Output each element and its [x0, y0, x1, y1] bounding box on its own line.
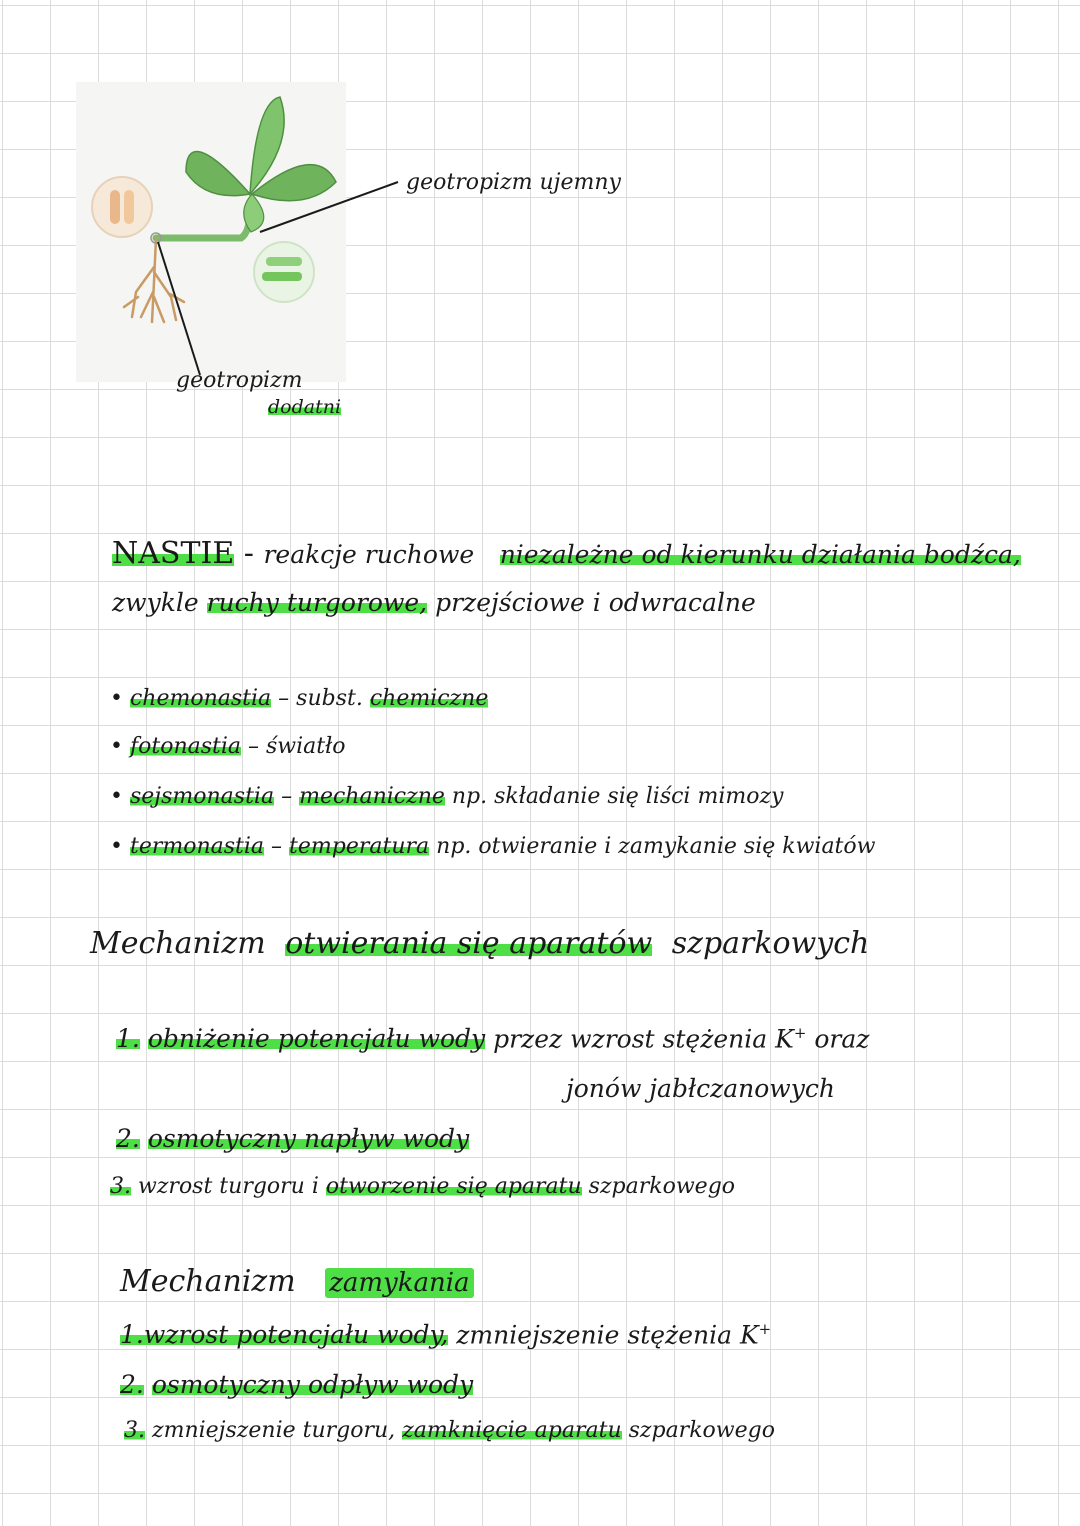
- closing-step3-text: zmniejszenie turgoru,: [152, 1418, 403, 1443]
- closing-step-1: [120, 1320, 771, 1349]
- nastie-line2-part1: zwykle: [112, 588, 199, 617]
- nastie-def-part2: niezależne od kierunku działania bodźca,: [499, 540, 1021, 569]
- sejsmonastia-dash: –: [274, 784, 300, 809]
- opening-step3-tail: szparkowego: [581, 1174, 736, 1199]
- potassium-charge: +: [793, 1024, 807, 1042]
- termonastia-term: termonastia: [129, 834, 265, 859]
- positive-geotropism-label-line2: dodatni: [268, 396, 342, 418]
- opening-step1-text: przez wzrost stężenia K: [485, 1024, 794, 1054]
- sejsmonastia-term: sejsmonastia: [129, 784, 275, 809]
- closing-step2-highlight: osmotyczny odpływ wody: [151, 1370, 474, 1399]
- closing-title-plain: Mechanizm: [120, 1264, 296, 1299]
- potassium-charge: +: [758, 1320, 772, 1338]
- sejsmonastia-stimulus: mechaniczne: [299, 784, 445, 809]
- closing-step3-highlight: zamknięcie aparatu: [402, 1418, 622, 1443]
- annotation-lines: [0, 0, 1080, 420]
- positive-geotropism-label-line1: geotropizm: [176, 368, 303, 393]
- opening-step-1: [116, 1024, 869, 1053]
- nastie-definition-line2: [112, 588, 756, 617]
- nastie-def-part1: reakcje ruchowe: [263, 540, 475, 569]
- opening-title-plain: Mechanizm: [90, 926, 266, 961]
- closing-step3-tail: szparkowego: [621, 1418, 775, 1443]
- termonastia-example: np. otwieranie i zamykanie się kwiatów: [429, 834, 876, 859]
- step-number: 2.: [116, 1124, 140, 1153]
- list-item: • fotonastia – światło: [110, 734, 346, 759]
- opening-step3-highlight: otworzenie się aparatu: [325, 1174, 582, 1199]
- step-number: 3.: [124, 1418, 145, 1443]
- fotonastia-stimulus: – światło: [241, 734, 346, 759]
- opening-step-3: [110, 1174, 735, 1199]
- nastie-dash: -: [234, 536, 264, 571]
- closing-step-3: [124, 1418, 775, 1443]
- step-number: 3.: [110, 1174, 131, 1199]
- nastie-term: NASTIE: [112, 536, 235, 571]
- step-number: 2.: [120, 1370, 144, 1399]
- opening-step3-text: wzrost turgoru i: [138, 1174, 326, 1199]
- list-item: • chemonastia – subst. chemiczne: [110, 686, 489, 711]
- opening-step-2: [116, 1124, 469, 1153]
- closing-title-highlight: zamykania: [325, 1268, 473, 1298]
- termonastia-dash: –: [264, 834, 290, 859]
- negative-geotropism-label: [406, 170, 621, 195]
- sejsmonastia-example: np. składanie się liści mimozy: [444, 784, 784, 809]
- closing-step1-highlight: wzrost potencjału wody,: [143, 1320, 449, 1350]
- opening-step1-highlight: obniżenie potencjału wody: [147, 1024, 486, 1054]
- opening-title-highlight: otwierania się aparatów: [285, 926, 653, 961]
- chemonastia-stimulus: chemiczne: [369, 686, 489, 711]
- chemonastia-term: chemonastia: [129, 686, 272, 711]
- closing-step1-text: zmniejszenie stężenia K: [448, 1320, 759, 1350]
- nastie-line2-part3: przejściowe i odwracalne: [435, 588, 756, 617]
- step-number: 1.: [120, 1320, 144, 1350]
- opening-step1-after: oraz: [806, 1024, 870, 1054]
- termonastia-stimulus: temperatura: [289, 834, 430, 859]
- list-item: • termonastia – temperatura np. otwieranie i zamykanie się kwiatów: [110, 834, 876, 859]
- nastie-line2-part2: ruchy turgorowe,: [206, 588, 428, 617]
- list-item: • sejsmonastia – mechaniczne np. składanie się liści mimozy: [110, 784, 784, 809]
- closing-step-2: [120, 1370, 473, 1399]
- opening-title-tail: szparkowych: [671, 926, 870, 961]
- step-number: 1.: [116, 1024, 140, 1054]
- opening-step-1-continuation: jonów jabłczanowych: [566, 1074, 835, 1103]
- chemonastia-dash: – subst.: [271, 686, 370, 711]
- opening-mechanism-title: [90, 926, 869, 961]
- closing-mechanism-title: [120, 1264, 474, 1299]
- nastie-definition-line1: [112, 536, 1021, 571]
- negative-geotropism-text: geotropizm ujemny: [406, 170, 621, 195]
- opening-step2-highlight: osmotyczny napływ wody: [147, 1124, 470, 1153]
- fotonastia-term: fotonastia: [129, 734, 242, 759]
